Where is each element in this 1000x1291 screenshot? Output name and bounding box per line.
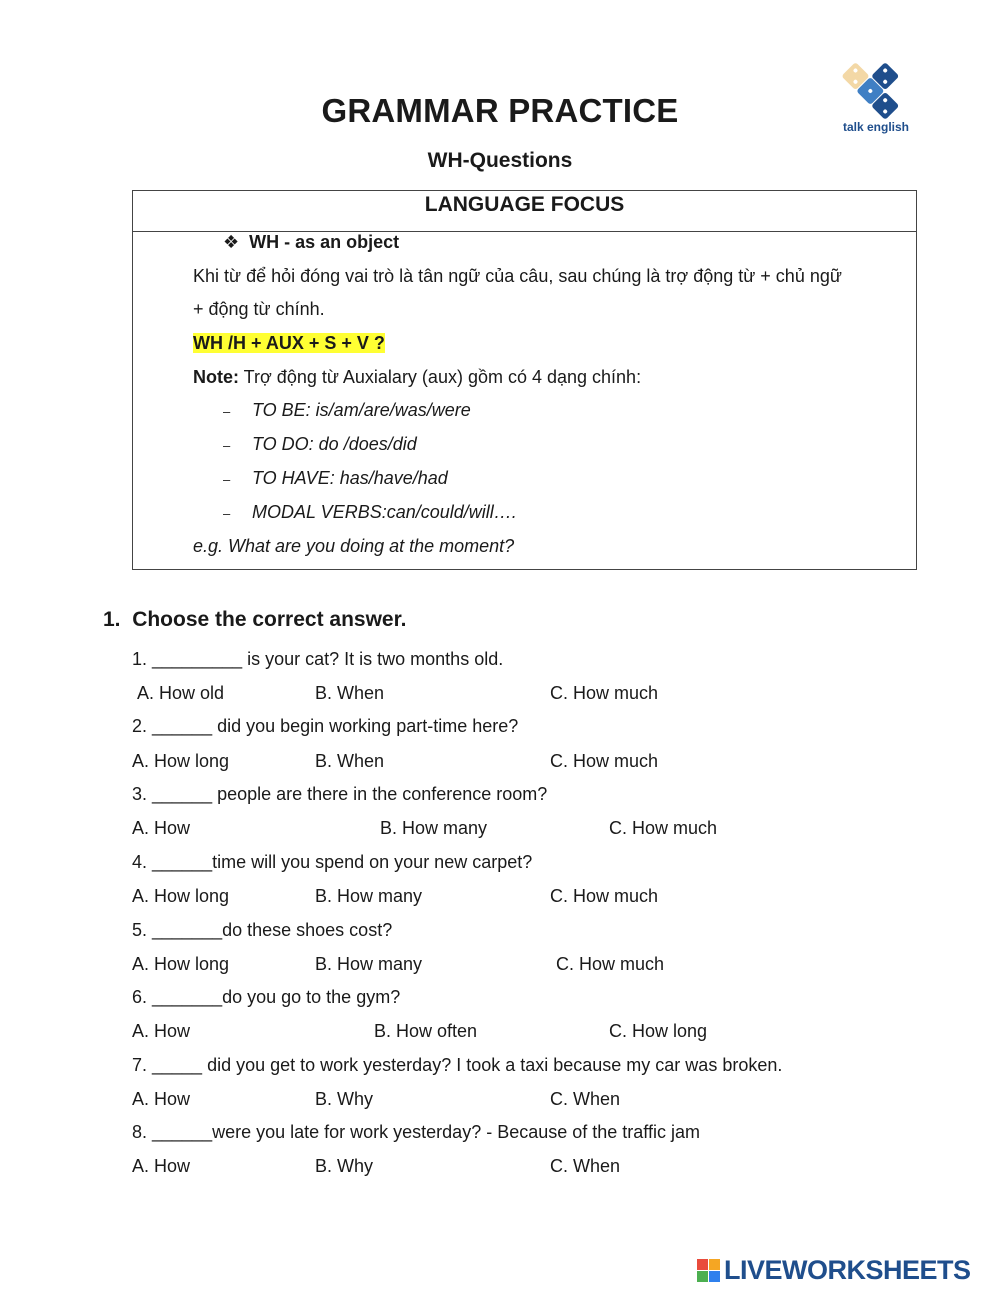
option-a[interactable]: A. How [132, 1089, 191, 1109]
question-text: 5. _______do these shoes cost? [132, 920, 393, 940]
exercise-number: 1. [103, 608, 121, 631]
aux-type-item: TO BE: is/am/are/was/were [252, 400, 471, 420]
question-text: 4. ______time will you spend on your new carpet? [132, 852, 533, 872]
language-focus-box [132, 190, 917, 570]
formula: WH /H + AUX + S + V ? [193, 333, 385, 353]
question-text: 2. ______ did you begin working part-time here? [132, 716, 519, 736]
question-text: 7. _____ did you get to work yesterday? I took a taxi because my car was broken. [132, 1055, 783, 1075]
explanation-line-1: Khi từ để hỏi đóng vai trò là tân ngữ của câu, sau chúng là trợ động từ + chủ ngữ [193, 266, 842, 286]
exercise-heading [103, 608, 406, 632]
page-subtitle: WH-Questions [427, 149, 573, 172]
note-label: Note: [193, 367, 239, 387]
option-c[interactable]: C. When [550, 1089, 621, 1109]
option-c[interactable]: C. How much [550, 683, 659, 703]
dice-logo-icon [836, 62, 916, 120]
question-text: 3. ______ people are there in the conference room? [132, 784, 548, 804]
option-a[interactable]: A. How old [137, 683, 225, 703]
option-b[interactable]: B. When [315, 683, 385, 703]
option-c[interactable]: C. How much [609, 818, 718, 838]
color-blocks-icon [697, 1259, 720, 1282]
talk-english-logo [836, 62, 916, 134]
question-text: 6. _______do you go to the gym? [132, 987, 401, 1007]
dash-marker: – [223, 438, 231, 453]
example-sentence: e.g. What are you doing at the moment? [193, 536, 515, 556]
option-b[interactable]: B. How many [315, 886, 423, 906]
option-b[interactable]: B. How many [315, 954, 423, 974]
option-c[interactable]: C. How long [609, 1021, 708, 1041]
explanation-line-2: + động từ chính. [193, 299, 325, 319]
question-text: 8. ______were you late for work yesterday? - Because of the traffic jam [132, 1122, 700, 1142]
option-a[interactable]: A. How long [132, 751, 230, 771]
option-a[interactable]: A. How [132, 1156, 191, 1176]
dash-marker: – [223, 472, 231, 487]
focus-bullet-title: WH - as an object [249, 232, 400, 252]
option-a[interactable]: A. How long [132, 886, 230, 906]
option-c[interactable]: C. When [550, 1156, 621, 1176]
dash-marker: – [223, 506, 231, 521]
exercise-title: Choose the correct answer. [132, 608, 407, 631]
aux-type-item: TO DO: do /does/did [252, 434, 417, 454]
option-c[interactable]: C. How much [550, 886, 659, 906]
option-a[interactable]: A. How long [132, 954, 230, 974]
page-title: GRAMMAR PRACTICE [321, 92, 679, 129]
question-text: 1. _________ is your cat? It is two months old. [132, 649, 504, 669]
liveworksheets-logo [697, 1253, 971, 1287]
option-b[interactable]: B. How often [374, 1021, 478, 1041]
option-c[interactable]: C. How much [550, 751, 659, 771]
focus-bullet [223, 232, 399, 253]
option-a[interactable]: A. How [132, 1021, 191, 1041]
note-line [193, 367, 641, 388]
note-text: Trợ động từ Auxialary (aux) gồm có 4 dạng chính: [239, 367, 642, 387]
option-b[interactable]: B. When [315, 751, 385, 771]
option-b[interactable]: B. Why [315, 1089, 374, 1109]
option-b[interactable]: B. How many [380, 818, 488, 838]
formula-line [193, 333, 385, 354]
option-a[interactable]: A. How [132, 818, 191, 838]
language-focus-heading: LANGUAGE FOCUS [133, 191, 916, 232]
option-b[interactable]: B. Why [315, 1156, 374, 1176]
dash-marker: – [223, 404, 231, 419]
liveworksheets-brand: LIVEWORKSHEETS [724, 1254, 971, 1285]
aux-type-item: TO HAVE: has/have/had [252, 468, 448, 488]
logo-text: talk english [842, 120, 910, 134]
aux-type-item: MODAL VERBS:can/could/will…. [252, 502, 517, 522]
option-c[interactable]: C. How much [556, 954, 665, 974]
diamond-bullet-icon: ❖ [223, 232, 240, 252]
